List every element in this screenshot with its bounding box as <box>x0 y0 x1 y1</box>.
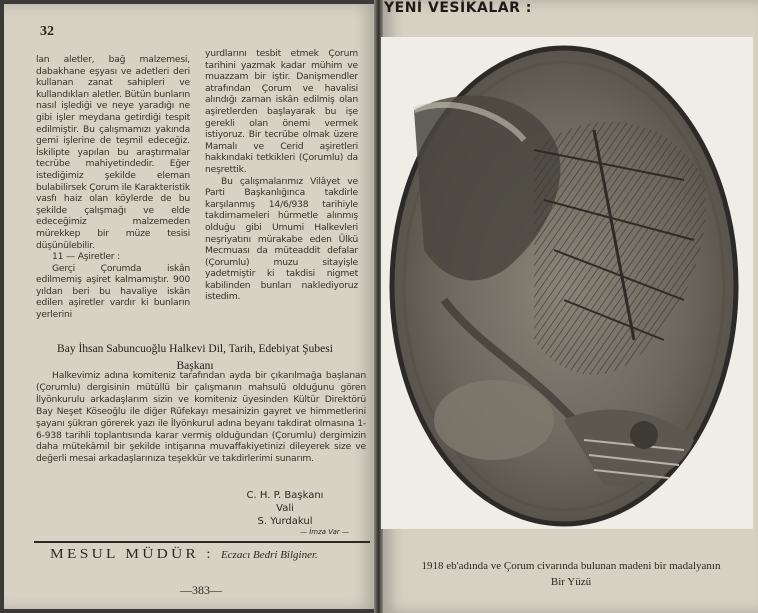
letter-heading-line: Başkanı <box>176 360 214 372</box>
letter-heading-line: Bay İhsan Sabuncuoğlu Halkevi Dil, Tarih, Edebiyat Şubesi <box>57 343 333 355</box>
caption-line: 1918 eb'adında ve Çorum civarında bulunan madeni bir madalyanın <box>421 560 721 572</box>
photo-caption <box>386 558 756 590</box>
footer-rule <box>34 541 370 543</box>
footer-line <box>50 545 370 563</box>
column-2-paragraph: Bu çalışmalarımız Vilâyet ve Parti Başkanlığınca takdirle karşılanmış 14/6/938 tarihiyle takdirnameleri hürmetle alınmış olduğu gibi Umumi Halkevleri neşriyatını mürakabe eden Ülkü Mecmuası da müteaddit defalar (Çorumlu) muzu sitayişle yadetmiştir ki takdisi nigmet kabilinden bunları naklediyoruz istedim. <box>205 175 358 303</box>
medallion-photo <box>384 40 744 528</box>
letter-body <box>36 370 366 465</box>
signature-note: — İmza Var — <box>300 528 350 536</box>
column-1-paragraph: Gerçi Çorumda iskân edilmemiş aşiret kalmamıştır. 900 yıldan beri bu havaliye iskân edilen aşiretler vardır ki bunların yerlerini <box>36 262 190 321</box>
signature-line: C. H. P. Başkanı <box>246 490 324 501</box>
letter-paragraph: Halkevimiz adına komiteniz tarafından ayda bir çıkarılmağa başlanan (Çorumlu) dergisinin mütüllü bir çalışmanın mahsulü olduğunu gören İlyönkurulu arkadaşlarım sizin ve komiteniz üyesinden Kültür Direktörü Bay Neşet Köseoğlu ile diğer Rüfekayı mesainizin gayret ve himmetlerini şayanı şükran görerek yazı ile İlyönkurul adına beyanı takdirat olmasına 1-6-938 tarihli toplantısında karar vermiş olduğundan (Çorumlu) dergimizin daha mütekâmil bir şekilde intişarına muvaffakiyetinizi dileyerek size ve değerli mesai arkadaşlarınıza teşekkür ve takdirlerimi sunarım. <box>36 370 366 465</box>
text-column-1 <box>36 54 190 321</box>
section-heading-asiretler: 11 — Aşiretler : <box>52 251 120 263</box>
page-number-top: 32 <box>40 24 54 39</box>
signature-block <box>240 489 330 528</box>
page-number-bottom: —383— <box>180 583 222 597</box>
running-head: YENİ VESİKALAR : <box>384 0 532 16</box>
footer-title: MESUL MÜDÜR : <box>50 547 214 562</box>
signature-line: S. Yurdakul <box>257 516 313 527</box>
caption-line: Bir Yüzü <box>550 576 592 588</box>
footer-name: Eczacı Bedri Bilginer. <box>220 549 318 561</box>
signature-line: Vali <box>276 503 294 514</box>
text-column-2 <box>205 48 358 303</box>
column-2-paragraph: yurdlarını tesbit etmek Çorum tarihini yazmak kadar mühim ve muazzam bir iştir. Danişmendler atrafından Çorum ve havalisi alındığı zaman iskân edilmiş olan aşiretlerden başlayarak bu işe gerekli olan önemi vermek istiyoruz. Bir tecrübe olmak üzere Mamalı ve Cerid aşiretleri hakkındaki tetkikleri (Çorumlu) da neşrettik. <box>205 48 358 175</box>
column-1-paragraph: lan aletler, bağ malzemesi, dabakhane eşyası ve adetleri deri kullanan zanat sahipleri ve kullandıkları aletler. Bütün bunların nasıl işlediği ve neye yaradığı ne gibi işler meydana getirdiği tespit edilmiştir. Bu çalışmamızı yakında gemi işlerine de teşmil edeceğiz. İskilipte yapılan bu araştırmalar tecrübe mahiyetindedir. Eğer istediğimiz şekilde eleman bulabilirsek Çorum ile Karakteristik vasfı haiz olan köylerde de bu şekilde çalışmağı ve elde edeceğimiz malzemeden mürekkep bir müze tesisi düşünülebilir. <box>36 54 190 251</box>
